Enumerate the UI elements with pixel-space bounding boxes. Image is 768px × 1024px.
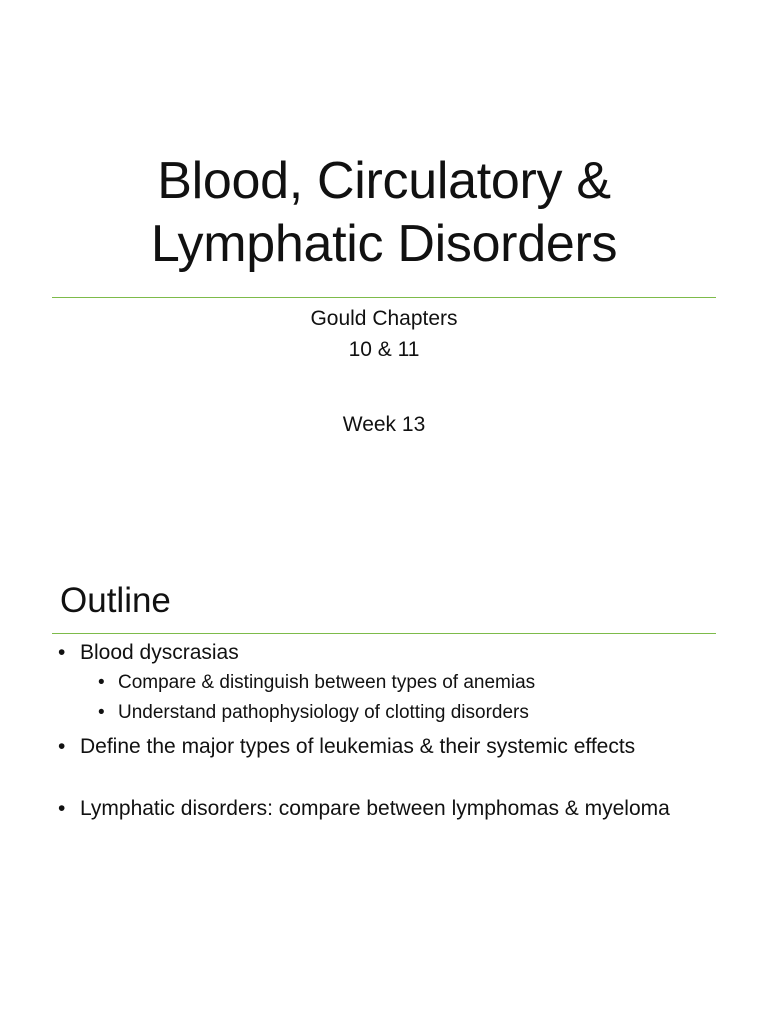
subtitle-line-1: Gould Chapters — [310, 307, 458, 330]
list-item: • Lymphatic disorders: compare between lymphomas & myeloma — [58, 794, 718, 824]
week-label: Week 13 — [342, 413, 426, 436]
list-item: • Blood dyscrasias — [58, 638, 718, 668]
list-item: • Define the major types of leukemias & their systemic effects — [58, 732, 718, 762]
title-divider — [52, 297, 716, 298]
subtitle-line-2: 10 & 11 — [348, 338, 420, 361]
outline-list — [58, 638, 718, 824]
slide-title-line-2: Lymphatic Disorders — [150, 215, 618, 273]
slide-title — [52, 150, 716, 276]
sub-list-item: • Compare & distinguish between types of anemias — [58, 668, 718, 698]
outline-title: Outline — [60, 581, 171, 620]
outline-divider — [52, 633, 716, 634]
slide-subtitle — [52, 303, 716, 365]
slide-title-line-1: Blood, Circulatory & — [157, 152, 611, 210]
sub-list-item: • Understand pathophysiology of clotting disorders — [58, 698, 718, 728]
